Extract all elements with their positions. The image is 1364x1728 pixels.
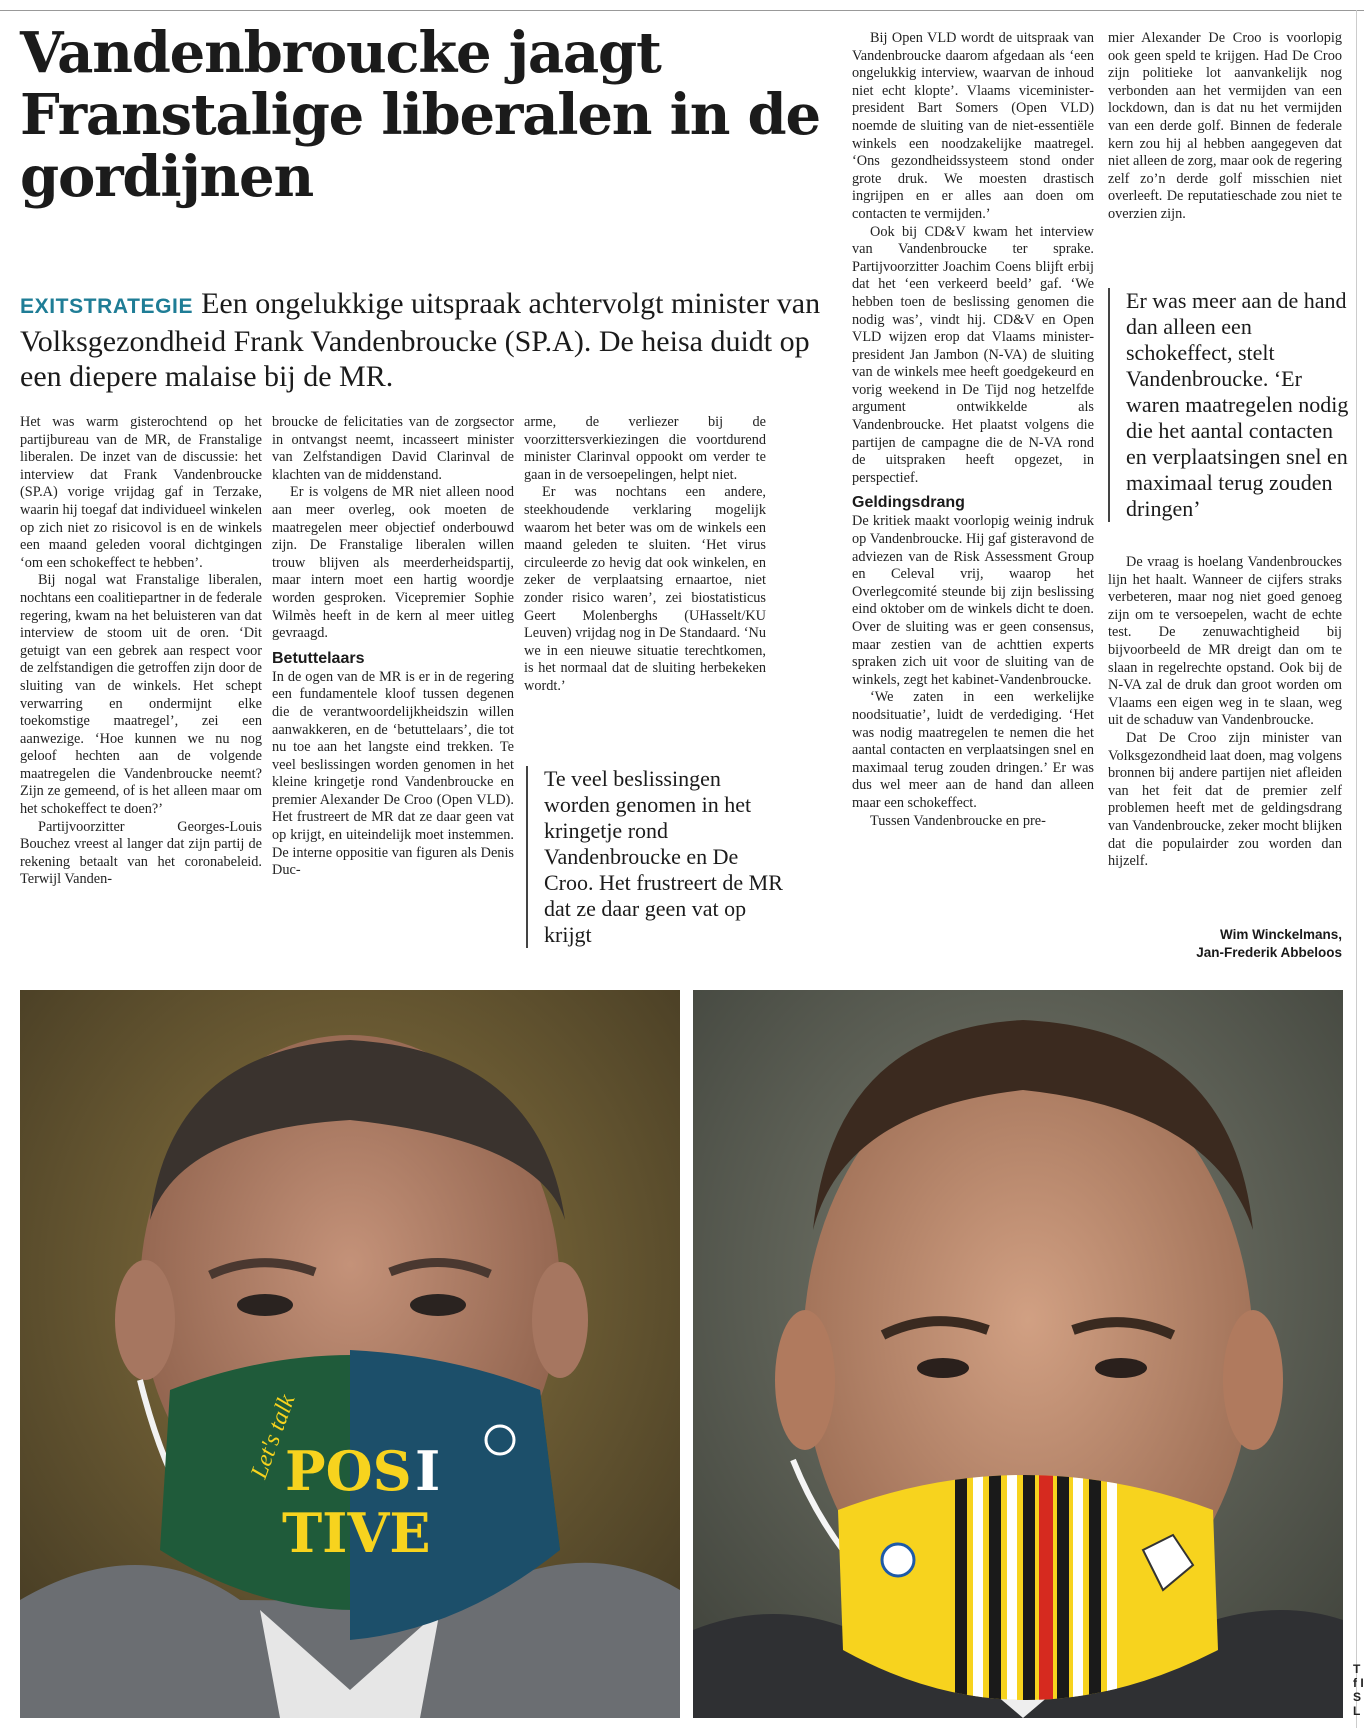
paragraph: broucke de felicitaties van de zorgsector in ontvangst neemt, incasseert minister van Zelfstandigen David Clarinval de klachten van de middenstand. (272, 414, 514, 483)
edge-cut-text: T f I S L (1353, 1662, 1364, 1718)
column-2 (272, 414, 514, 880)
paragraph: Er was nochtans een andere, steekhoudende verklaring mogelijk waarom het beter was om de winkels een maand geleden te sluiten. ‘Het virus circuleerde zo hevig dat ook winkelen, en zeker de verplaatsing ernaartoe, niet zonder risico waren’, zei biostatisticus Geert Molenberghs (UHasselt/KU Leuven) vrijdag nog in De Standaard. ‘Nu we in een nieuwe situatie terechtkomen, is het normaal dat de sluiting herbekeken wordt.’ (524, 484, 766, 694)
column-1 (20, 414, 262, 889)
byline (1108, 926, 1342, 962)
intro-text: Een ongelukkige uitspraak achtervolgt minister van Volksgezondheid Frank Vandenbroucke (SP.A). De heisa duidt op een diepere malaise bij de MR. (20, 287, 821, 393)
pull-quote: Er was meer aan de hand dan alleen een schokeffect, stelt Vandenbroucke. ‘Er waren maatregelen nodig die het aantal contacten en verplaatsingen snel en maximaal terug zouden dringen’ (1108, 288, 1352, 522)
photo-bouchez (693, 990, 1343, 1718)
subhead-betuttelaars: Betuttelaars (272, 649, 365, 667)
photo-vandenbroucke (20, 990, 680, 1718)
paragraph: Bij Open VLD wordt de uitspraak van Vandenbroucke daarom afgedaan als ‘een ongelukkig interview, waarvan de inhoud niet echt klopte’. Vlaams viceminister-president Bart Somers (Open VLD) noemde de sluiting van de niet-essentiële winkels een noodzakelijke maatregel. ‘Ons gezondheidssysteem stond onder grote druk. We moesten drastisch ingrijpen en er alles aan doen om contacten te vermijden.’ (852, 30, 1094, 222)
paragraph: Het was warm gisterochtend op het partijbureau van de MR, de Franstalige liberalen. De inzet van de discussie: het interview dat Frank Vandenbroucke (SP.A) vorige vrijdag gaf in Terzake, waarin hij toegaf dat individueel winkelen op zich niet zo risicovol is en de winkels een maand geleden vooral dichtgingen ‘om een schokeffect te hebben’. (20, 414, 262, 571)
headline: Vandenbroucke jaagt Franstalige liberalen in de gordijnen (20, 20, 820, 210)
mask-text-i: I (415, 1439, 441, 1503)
paragraph: Tussen Vandenbroucke en pre- (870, 812, 1046, 829)
paragraph: In de ogen van de MR is er in de regering een fundamentele kloof tussen degenen die de verantwoordelijkheidszin willen aanwakkeren, en de ‘betuttelaars’, die tot nu toe aan het langste eind trekken. Te veel beslissingen worden genomen in het kleine kringetje rond Vandenbroucke en premier Alexander De Croo (Open VLD). Het frustreert de MR dat ze daar geen vat op krijgt, en uiteindelijk moet instemmen. De interne oppositie van figuren als Denis Duc- (272, 668, 514, 879)
portrait-masked-man-left (20, 990, 680, 1718)
mask-text-pos: POS (285, 1439, 412, 1503)
column-5-continued (1108, 554, 1342, 871)
paragraph: Partijvoorzitter Georges-Louis Bouchez vreest al langer dat zijn partij de rekening betaalt van het coronabeleid. Terwijl Vanden- (20, 818, 262, 888)
paragraph: Er is volgens de MR niet alleen nood aan meer overleg, ook moeten de maatregelen meer objectief onderbouwd zijn. De Franstalige liberalen willen trouw blijven als meerderheidspartij, maar intern moet een hartig woordje worden gesproken. Vicepremier Sophie Wilmès heeft in de kern al meer uitleg gevraagd. (272, 484, 514, 642)
paragraph: Dat De Croo zijn minister van Volksgezondheid laat doen, mag volgens bronnen bij andere partijen niet afleiden van het feit dat de premier zelf problemen heeft met de geldingsdrang van Vandenbroucke, zeker mocht blijken dat die populairder zou worden dan hijzelf. (1108, 729, 1342, 870)
paragraph: arme, de verliezer bij de voorzittersverkiezingen die voortdurend minister Clarinval oppookt om verder te gaan in de versoepelingen, helpt niet. (524, 414, 766, 483)
paragraph: mier Alexander De Croo is voorlopig ook geen speld te krijgen. Had De Croo zijn politieke lot aanvankelijk nog verbonden aan het vermijden van een lockdown, dan is dat nu het vermijden van een derde golf. Binnen de federale kern zou hij al hebben aangegeven dat niet alleen de zorg, maar ook de regering zelf zo’n derde golf misschien niet overleeft. De reputatieschade zou niet te overzien zijn. (1108, 30, 1342, 222)
column-4 (852, 30, 1094, 830)
paragraph: De kritiek maakt voorlopig weinig indruk op Vandenbroucke. Hij gaf gisteravond de adviezen van de Risk Assessment Group en Celeval vrij, waarop het Overlegcomité steunde bij zijn beslissing eind oktober om de winkels dicht te doen. Over de sluiting was er geen consensus, maar zestien van de achttien experts spraken zich uit voor de sluiting van de winkels, zegt het kabinet-Vandenbroucke. (852, 513, 1094, 688)
top-rule (0, 10, 1364, 11)
mask-tagline: Let's talk (246, 1391, 301, 1483)
kicker: EXITSTRATEGIE (20, 295, 194, 318)
intro (20, 286, 840, 394)
byline-author-1: Wim Winckelmans, (1219, 927, 1342, 942)
paragraph: ‘We zaten in een werkelijke noodsituatie’, luidt de verdediging. ‘Het was nodig maatregelen te nemen die het aantal contacten en verplaatsingen snel en maximaal terug zouden dringen.’ Er was dus wel meer aan de hand dan alleen maar een schokeffect. (852, 689, 1094, 811)
column-3 (524, 414, 766, 696)
portrait-masked-man-right (693, 990, 1343, 1718)
paragraph: De vraag is hoelang Vandenbrouckes lijn het haalt. Wanneer de cijfers straks verbeteren, maar nog niet goed genoeg zijn om te versoepelen, wacht de echte test. De zenuwachtigheid bij bijvoorbeeld de MR dreigt dan om te slaan in regelrechte opstand. Ook bij de N-VA zal de druk dan groot worden om Vlaams een eigen weg in te slaan, weg uit de schaduw van Vandenbroucke. (1108, 554, 1342, 729)
mask-text-tive: TIVE (282, 1501, 431, 1565)
column-5 (1108, 30, 1342, 224)
pull-quote: Te veel beslissingen worden genomen in het kringetje rond Vandenbroucke en De Croo. Het frustreert de MR dat ze daar geen vat op krijgt (526, 766, 784, 948)
paragraph: Bij nogal wat Franstalige liberalen, nochtans een coalitiepartner in de federale regering, kwam na het beluisteren van dat interview de stoom uit de oren. ‘Dit getuigt van een gebrek aan respect voor de zelfstandigen die getroffen zijn door de sluiting van de winkels. Het schept verwarring en ondermijnt elke toekomstige maatregel’, zei een aanwezige. ‘Hoe kunnen we nu nog geloof hechten aan de volgende maatregelen die Vandenbroucke neemt? Zijn ze gemeend, of is het alleen maar om het schokeffect te doen?’ (20, 572, 262, 818)
paragraph: Ook bij CD&V kwam het interview van Vandenbroucke ter sprake. Partijvoorzitter Joachim Coens blijft erbij dat het ‘een verkeerd beeld’ gaf. ‘We hebben toen de beslissing genomen die nodig was’, vindt hij. CD&V en Open VLD wijzen erop dat Vlaams minister-president Jan Jambon (N-VA) de sluiting van de winkels mee heeft goedgekeurd en vorig weekend in De Tijd nog hetzelfde argument ontwikkelde als Vandenbroucke. Het plaatst volgens die partijen de campagne die de N-VA rond de uitspraken heeft opgezet, in perspectief. (852, 223, 1094, 486)
subhead-geldingsdrang: Geldingsdrang (852, 494, 965, 512)
right-rule (1356, 10, 1357, 1728)
byline-author-2: Jan-Frederik Abbeloos (1196, 945, 1342, 960)
